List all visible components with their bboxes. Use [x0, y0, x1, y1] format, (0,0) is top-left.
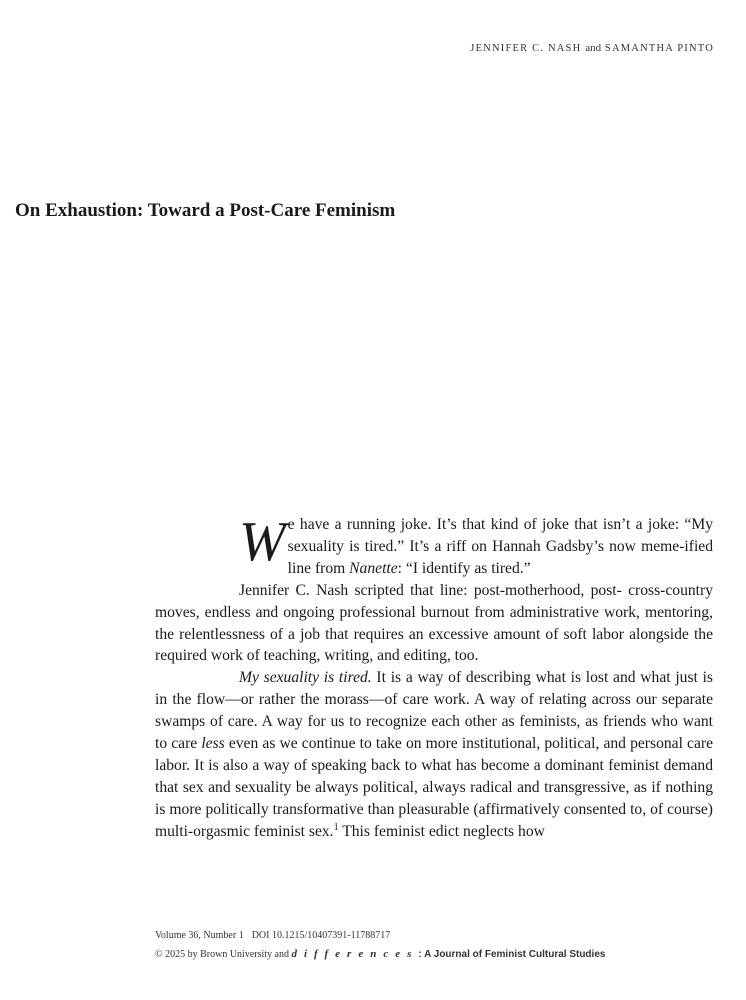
footer-citation — [155, 927, 605, 945]
paragraph-2: Jennifer C. Nash scripted that line: post-motherhood, post- cross-country moves, endless and ongoing professional burnout from administrative work, mentoring, the relentlessness of a job that requires an excessive amount of soft labor alongside the required work of teaching, writing, and editing, too. — [155, 581, 713, 665]
paragraph-1: We have a running joke. It’s that kind of joke that isn’t a joke: “My sexuality is tired.” It’s a riff on Hannah Gadsby’s now meme-ified line from Nanette: “I identify as tired.” — [239, 511, 713, 577]
journal-name: differences — [291, 948, 419, 960]
footer-copyright: © 2025 by Brown University and differences: A Journal of Feminist Cultural Studies — [155, 948, 606, 960]
volume-info: Volume 36, Number 1 — [155, 930, 244, 941]
article-title: On Exhaustion: Toward a Post-Care Feminism — [15, 200, 396, 221]
paragraph-3: My sexuality is tired. It is a way of describing what is lost and what just is in the flow—or rather the morass—of care work. A way of relating across our separate swamps of care. A way for us to recognize each other as feminists, as friends who want to care less even as we continue to take on more institutional, political, and personal care labor. It is also a way of speaking back to what has become a dominant feminist demand that sex and sexuality be always political, always radical and transgressive, as if nothing is more politically transformative than pleasurable (affirmatively consented to, of course) multi-orgasmic feminist sex.$^1$ This feminist edict neglects how — [155, 669, 713, 840]
page-footer — [155, 927, 605, 964]
author-1: JENNIFER C. NASH — [470, 43, 582, 54]
doi: DOI 10.1215/10407391-11788717 — [251, 930, 391, 941]
running-head — [470, 42, 714, 54]
author-2: SAMANTHA PINTO — [604, 43, 714, 54]
article-body — [155, 511, 713, 843]
journal-subtitle: : A Journal of Feminist Cultural Studies — [418, 949, 606, 960]
footnote-marker[interactable]: 1 — [333, 821, 339, 833]
author-conjunction: and — [585, 42, 602, 54]
drop-cap: W — [239, 511, 286, 573]
